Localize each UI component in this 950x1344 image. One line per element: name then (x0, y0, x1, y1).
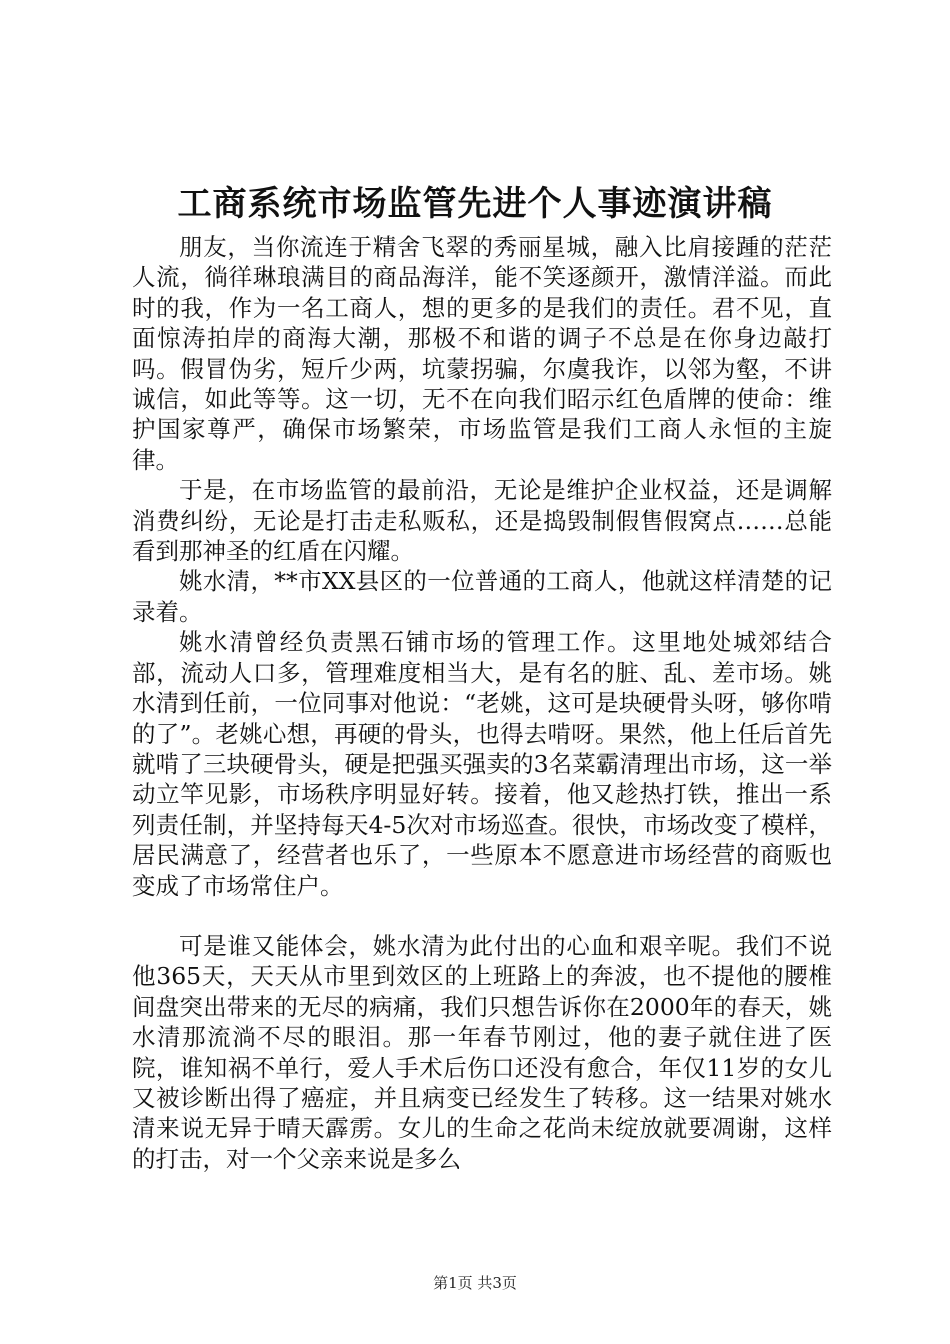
document-title: 工商系统市场监管先进个人事迹演讲稿 (177, 184, 773, 224)
paragraph-hardship: 可是谁又能体会，姚水清为此付出的心血和艰辛呢。我们不说他365天，天天从市里到效区的上班路上的奔波，也不提他的腰椎间盘突出带来的无尽的病痛，我们只想告诉你在2000年的春天，姚水清那流淌不尽的眼泪。那一年春节刚过，他的妻子就住进了医院，谁知祸不单行，爱人手术后伤口还没有愈合，年仅11岁的女儿又被诊断出得了癌症，并且病变已经发生了转移。这一结果对姚水清来说无异于晴天霹雳。女儿的生命之花尚未绽放就要凋谢，这样的打击，对一个父亲来说是多么 (132, 931, 832, 1173)
document-body (132, 232, 832, 1174)
page-footer: 第1页 共3页 (433, 1274, 517, 1292)
paragraph-market-management: 姚水清曾经负责黑石铺市场的管理工作。这里地处城郊结合部，流动人口多，管理难度相当大，是有名的脏、乱、差市场。姚水清到任前，一位同事对他说：“老姚，这可是块硬骨头呀，够你啃的了”。老姚心想，再硬的骨头，也得去啃呀。果然，他上任后首先就啃了三块硬骨头，硬是把强买强卖的3名菜霸清理出市场，这一举动立竿见影，市场秩序明显好转。接着，他又趁热打铁，推出一系列责任制，并坚持每天4-5次对市场巡查。很快，市场改变了模样，居民满意了，经营者也乐了，一些原本不愿意进市场经营的商贩也变成了市场常住户。 (132, 628, 832, 900)
paragraph-red-shield: 于是，在市场监管的最前沿，无论是维护企业权益，还是调解消费纠纷，无论是打击走私贩私，还是捣毁制假售假窝点……总能看到那神圣的红盾在闪耀。 (132, 476, 832, 566)
paragraph-yao-shuiqing-intro: 姚水清，**市XX县区的一位普通的工商人，他就这样清楚的记录着。 (132, 567, 832, 626)
paragraph-intro: 朋友，当你流连于精舍飞翠的秀丽星城，融入比肩接踵的茫茫人流，徜徉琳琅满目的商品海洋，能不笑逐颜开，激情洋溢。而此时的我，作为一名工商人，想的更多的是我们的责任。君不见，直面惊涛拍岸的商海大潮，那极不和谐的调子不总是在你身边敲打吗。假冒伪劣，短斤少两，坑蒙拐骗，尔虞我诈，以邻为壑，不讲诚信，如此等等。这一切，无不在向我们昭示红色盾牌的使命：维护国家尊严，确保市场繁荣，市场监管是我们工商人永恒的主旋律。 (132, 233, 832, 474)
